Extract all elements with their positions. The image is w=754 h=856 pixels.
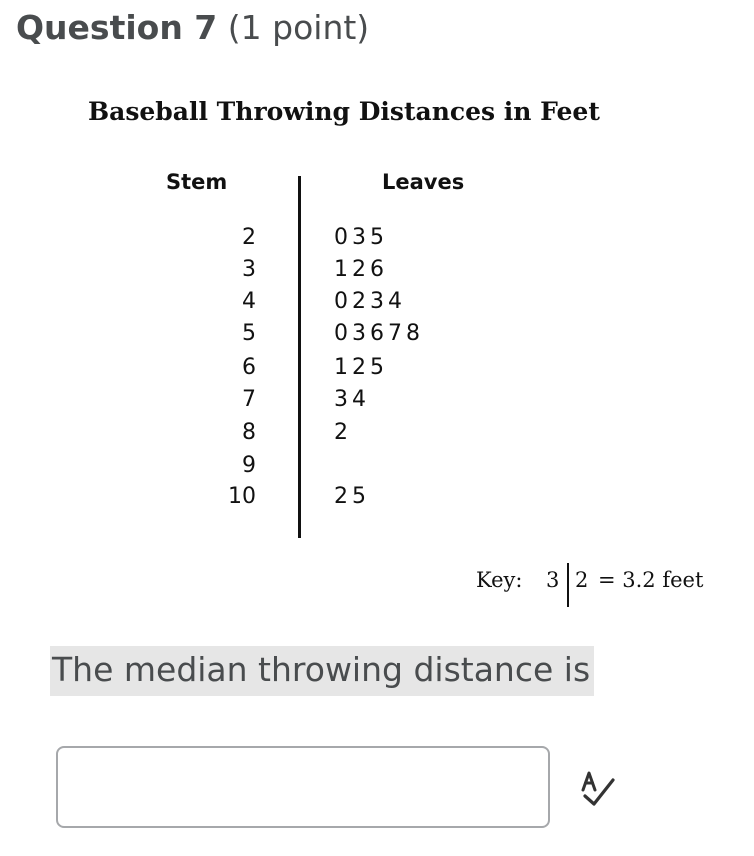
stem-value: 3 (242, 257, 256, 282)
key-label: Key: (476, 568, 523, 592)
key-divider (567, 563, 569, 607)
figure-title: Baseball Throwing Distances in Feet (88, 97, 600, 126)
leaf-values: 0234 (334, 289, 406, 314)
key-description: = 3.2 feet (598, 568, 704, 592)
stem-value: 9 (242, 453, 256, 478)
stem-value: 8 (242, 420, 256, 445)
leaf-values: 2 (334, 420, 352, 445)
stem-value: 2 (242, 225, 256, 250)
leaf-values: 126 (334, 257, 388, 282)
key-leaf: 2 (575, 568, 589, 592)
question-points: (1 point) (227, 8, 370, 47)
stem-leaf-divider (298, 176, 301, 538)
leaves-column-header: Leaves (382, 170, 465, 194)
stem-value: 6 (242, 355, 256, 380)
leaf-values: 125 (334, 355, 388, 380)
answer-input[interactable] (56, 746, 550, 828)
key-stem: 3 (546, 568, 560, 592)
stem-value: 4 (242, 289, 256, 314)
question-title: Question 7 (16, 8, 218, 47)
spellcheck-icon[interactable] (576, 766, 620, 810)
leaf-values: 035 (334, 225, 388, 250)
stem-value: 10 (228, 484, 256, 509)
stem-value: 7 (242, 387, 256, 412)
spellcheck-glyph (576, 766, 620, 810)
stem-column-header: Stem (166, 170, 228, 194)
leaf-values: 34 (334, 387, 370, 412)
question-prompt: The median throwing distance is (50, 646, 594, 696)
stem-value: 5 (242, 321, 256, 346)
leaf-values: 03678 (334, 321, 424, 346)
leaf-values: 25 (334, 484, 370, 509)
